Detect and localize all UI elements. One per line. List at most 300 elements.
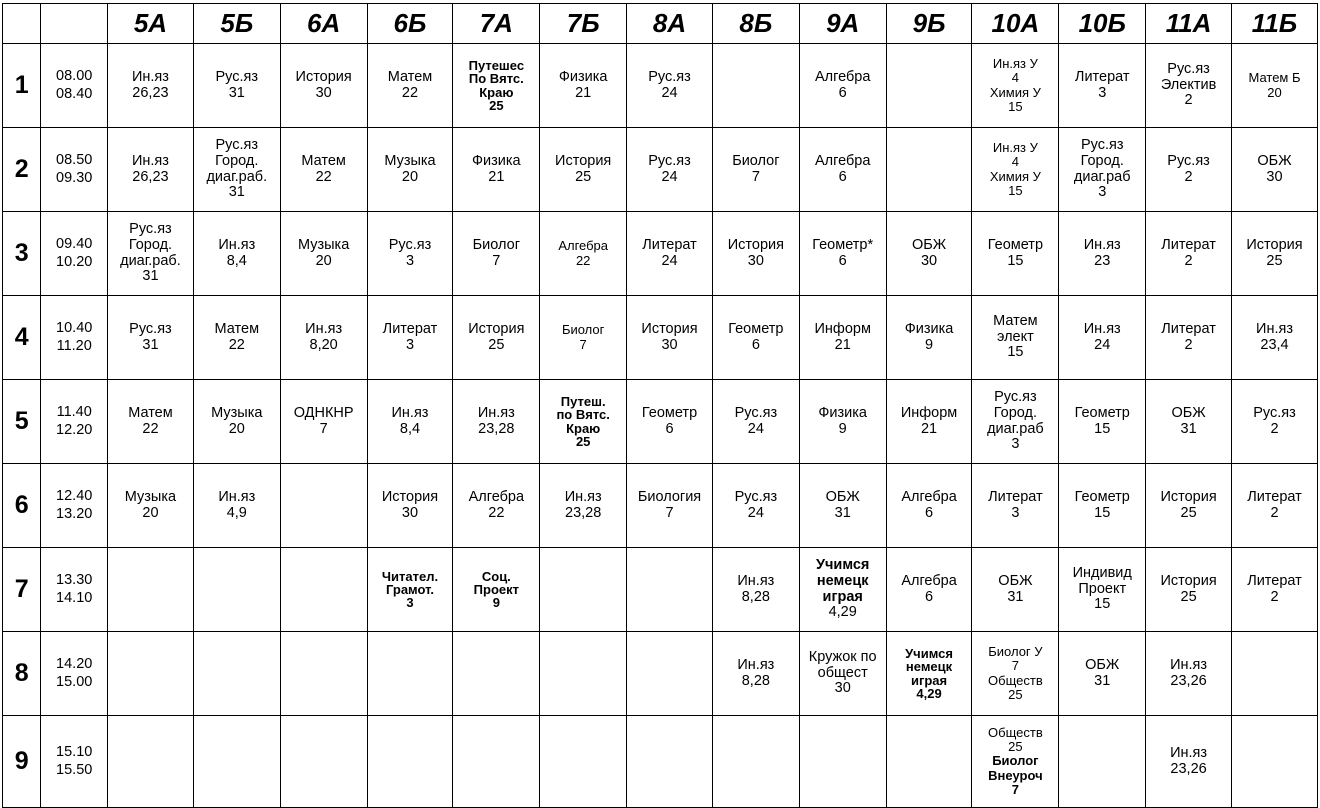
subject-text: Кружок по xyxy=(808,648,877,665)
cell-line-text: 24 xyxy=(747,420,764,437)
lesson-cell xyxy=(280,44,367,128)
subject-text: Литерат xyxy=(382,320,438,337)
lesson-cell xyxy=(367,464,453,548)
cell-line-text: 30 xyxy=(401,504,419,521)
cell-line-text: 7 xyxy=(319,420,328,437)
subject-text: Биолог xyxy=(472,236,520,253)
time-header-cell xyxy=(41,4,108,44)
cell-line-text: 23,26 xyxy=(1170,672,1207,689)
subject-text: Физика xyxy=(558,68,608,85)
lesson-row xyxy=(3,380,1318,464)
lesson-cell xyxy=(540,548,627,632)
cell-line-text: 30 xyxy=(315,84,332,101)
lesson-cell xyxy=(540,380,627,464)
subject-text: Путеш. xyxy=(560,394,606,409)
subject-text: История xyxy=(381,488,439,505)
cell-line-text: 7 xyxy=(665,504,674,521)
lesson-time xyxy=(41,380,108,464)
cell-line-text: элект xyxy=(997,328,1034,345)
subject-text: Алгебра xyxy=(814,152,871,169)
cell-line-text: 6 xyxy=(838,168,847,185)
lesson-cell xyxy=(1146,464,1232,548)
cell-line-text: 4,29 xyxy=(916,685,942,701)
lesson-cell xyxy=(108,632,194,716)
cell-line-text: 31 xyxy=(1180,420,1197,437)
lesson-cell xyxy=(453,44,540,128)
subject-text: ОБЖ xyxy=(1085,656,1120,673)
lesson-cell xyxy=(1232,128,1318,212)
lesson-row xyxy=(3,464,1318,548)
lesson-row xyxy=(3,548,1318,632)
subject-text: Геометр xyxy=(1074,488,1130,505)
subject-text: ОБЖ xyxy=(1171,404,1206,421)
cell-line-text: 24 xyxy=(661,84,678,101)
cell-line-text: диаг.раб. xyxy=(206,168,268,185)
lesson-cell xyxy=(799,464,886,548)
cell-line-text: 26,23 xyxy=(132,84,169,101)
lesson-cell xyxy=(972,548,1059,632)
lesson-cell xyxy=(193,464,280,548)
cell-line-text: играя xyxy=(910,672,948,688)
subject-text: Рус.яз xyxy=(648,68,691,85)
cell-line-text: 20 xyxy=(228,420,245,437)
cell-line-text: 31 xyxy=(142,336,159,353)
lesson-cell xyxy=(627,464,713,548)
subject-text: ОБЖ xyxy=(998,572,1033,589)
cell-line-text: 2 xyxy=(1270,504,1279,521)
lesson-cell xyxy=(886,44,972,128)
subject-text: Соц. xyxy=(481,568,511,584)
subject-text: Геометр* xyxy=(812,236,874,253)
lesson-cell xyxy=(886,380,972,464)
subject-text: Физика xyxy=(472,152,521,169)
cell-line-text: 30 xyxy=(834,680,851,697)
subject-text: Учимся xyxy=(815,556,870,573)
cell-line-text: 3 xyxy=(1098,184,1107,201)
subject-text: Ин.яз xyxy=(305,320,343,337)
cell-line-text: 23,4 xyxy=(1260,336,1289,353)
lesson-cell xyxy=(1232,464,1318,548)
lesson-cell xyxy=(1146,296,1232,380)
cell-line-text: 22 xyxy=(488,504,505,521)
lesson-cell xyxy=(367,296,453,380)
lesson-cell xyxy=(886,128,972,212)
cell-line-text: немецк xyxy=(816,572,869,589)
cell-line-text: 6 xyxy=(925,588,934,605)
lesson-cell xyxy=(193,632,280,716)
subject-text: Рус.яз xyxy=(1080,136,1124,153)
cell-line-text: 31 xyxy=(834,504,851,521)
lesson-cell xyxy=(193,296,280,380)
cell-line-text: 4 xyxy=(1011,70,1019,86)
lesson-cell xyxy=(1146,632,1232,716)
subject-text: Рус.яз xyxy=(1253,404,1296,421)
lesson-cell xyxy=(627,212,713,296)
end-time: 13.20 xyxy=(56,505,93,522)
subject-text: Матем xyxy=(301,152,346,169)
lesson-cell xyxy=(108,44,194,128)
lesson-cell xyxy=(886,212,972,296)
cell-line-text: 31 xyxy=(228,84,245,101)
end-time: 10.20 xyxy=(56,253,93,270)
lesson-cell xyxy=(367,548,453,632)
subject-text: Литерат xyxy=(988,488,1043,505)
schedule-table xyxy=(2,3,1318,808)
cell-line-text: 22 xyxy=(315,168,332,185)
lesson-cell xyxy=(1059,548,1146,632)
subject-text: Музыка xyxy=(124,488,177,505)
lesson-cell xyxy=(540,44,627,128)
lesson-cell xyxy=(627,128,713,212)
lesson-cell xyxy=(886,716,972,808)
lesson-cell xyxy=(540,632,627,716)
cell-line-text: 6 xyxy=(838,252,847,269)
start-time: 15.10 xyxy=(56,744,93,761)
lesson-row xyxy=(3,128,1318,212)
lesson-cell xyxy=(886,548,972,632)
cell-line-text: 24 xyxy=(1094,336,1111,353)
subject-text: Музыка xyxy=(384,152,436,169)
lesson-cell xyxy=(1232,632,1318,716)
subject-text: ОБЖ xyxy=(1257,152,1292,169)
end-time: 12.20 xyxy=(56,421,93,438)
subject-text: Геометр xyxy=(641,404,698,421)
start-time: 11.40 xyxy=(56,404,92,421)
end-time: 08.40 xyxy=(56,85,93,102)
lesson-cell xyxy=(453,296,540,380)
lesson-cell xyxy=(627,548,713,632)
cell-line-text: Обществ xyxy=(988,672,1043,688)
cell-line-text: 24 xyxy=(661,168,678,185)
cell-line-text: 6 xyxy=(925,504,934,521)
lesson-cell xyxy=(1146,128,1232,212)
cell-line-text: 4,29 xyxy=(828,604,857,621)
subject-text: Рус.яз xyxy=(129,320,172,337)
subject-text: Рус.яз xyxy=(734,488,778,505)
lesson-cell xyxy=(627,632,713,716)
cell-line-text: 15 xyxy=(1094,504,1111,521)
lesson-cell xyxy=(280,212,367,296)
lesson-cell xyxy=(799,632,886,716)
lesson-cell xyxy=(1059,632,1146,716)
subject-text: Ин.яз xyxy=(1170,656,1208,673)
start-time: 14.20 xyxy=(56,656,93,673)
lesson-cell xyxy=(280,632,367,716)
cell-line-text: по Вятс. xyxy=(556,407,610,423)
cell-line-text: Химия У xyxy=(989,84,1041,100)
cell-line-text: 23,28 xyxy=(478,420,515,437)
subject-text: Информ xyxy=(814,320,871,337)
cell-line-text: диаг.раб xyxy=(987,420,1044,437)
lesson-cell xyxy=(886,464,972,548)
subject-text: Геометр xyxy=(728,320,784,337)
lesson-cell xyxy=(712,548,799,632)
cell-line-text: 9 xyxy=(492,595,500,611)
subject-text: Матем xyxy=(128,404,173,421)
cell-line-text: 9 xyxy=(838,420,847,437)
cell-line-text: Проект xyxy=(1078,580,1127,597)
cell-line-text: 6 xyxy=(838,84,847,101)
cell-line-text: 6 xyxy=(665,420,674,437)
subject-text: Ин.яз xyxy=(737,572,775,589)
lesson-cell xyxy=(972,716,1059,808)
cell-line-text: 2 xyxy=(1184,252,1193,269)
subject-text: Биолог xyxy=(561,322,605,338)
lesson-cell xyxy=(367,44,453,128)
cell-line-text: Проект xyxy=(473,581,519,597)
cell-line-text: 2 xyxy=(1184,336,1193,353)
start-time: 13.30 xyxy=(56,572,93,589)
lesson-cell xyxy=(1232,212,1318,296)
cell-line-text: По Вятс. xyxy=(468,71,524,87)
cell-line-text: Внеуроч xyxy=(988,767,1043,783)
subject-text: ОБЖ xyxy=(825,488,860,505)
lesson-cell xyxy=(799,44,886,128)
subject-text: Индивид xyxy=(1072,564,1132,581)
cell-line-text: 25 xyxy=(1008,739,1023,755)
cell-line-text: Город. xyxy=(993,404,1038,421)
subject-text: Ин.яз xyxy=(131,152,169,169)
lesson-cell xyxy=(972,212,1059,296)
cell-line-text: 8,4 xyxy=(226,252,247,269)
cell-line-text: Электив xyxy=(1160,76,1217,93)
lesson-time xyxy=(41,128,108,212)
cell-line-text: 22 xyxy=(575,252,591,268)
lesson-cell xyxy=(108,212,194,296)
class-header: 9Б xyxy=(886,4,972,44)
lesson-cell xyxy=(108,548,194,632)
cell-line-text: 22 xyxy=(228,336,245,353)
lesson-cell xyxy=(540,716,627,808)
lesson-cell xyxy=(193,212,280,296)
lesson-cell xyxy=(627,716,713,808)
cell-line-text: 25 xyxy=(1008,686,1023,702)
class-header: 5А xyxy=(108,4,194,44)
lesson-cell xyxy=(1232,716,1318,808)
lesson-cell xyxy=(972,128,1059,212)
cell-line-text: 30 xyxy=(920,252,938,269)
cell-line-text: 3 xyxy=(405,252,415,269)
lesson-cell xyxy=(1059,44,1146,128)
subject-text: Физика xyxy=(818,404,867,421)
lesson-cell xyxy=(1059,212,1146,296)
cell-line-text: 2 xyxy=(1270,420,1279,437)
lesson-cell xyxy=(540,212,627,296)
cell-line-text: 22 xyxy=(142,420,159,437)
lesson-time xyxy=(41,716,108,808)
class-header: 6А xyxy=(280,4,367,44)
lesson-time xyxy=(41,212,108,296)
cell-line-text: 3 xyxy=(1098,84,1107,101)
class-header: 10А xyxy=(972,4,1059,44)
class-header: 9А xyxy=(799,4,886,44)
end-time: 09.30 xyxy=(56,169,93,186)
lesson-cell xyxy=(193,128,280,212)
subject-text: Ин.яз xyxy=(218,488,256,505)
subject-text: Учимся xyxy=(905,646,953,661)
cell-line-text: 25 xyxy=(488,336,505,353)
cell-line-text: Город. xyxy=(1080,152,1124,169)
cell-line-text: Город. xyxy=(215,152,259,169)
cell-line-text: Краю xyxy=(479,84,514,100)
lesson-number: 6 xyxy=(3,464,41,548)
cell-line-text: 21 xyxy=(834,336,851,353)
lesson-cell xyxy=(972,632,1059,716)
lesson-cell xyxy=(367,716,453,808)
class-header: 10Б xyxy=(1059,4,1146,44)
cell-line-text: 9 xyxy=(925,336,934,353)
lesson-cell xyxy=(886,296,972,380)
subject-text: Литерат xyxy=(642,236,697,253)
lesson-cell xyxy=(453,212,540,296)
lesson-cell xyxy=(367,380,453,464)
cell-line-text: 25 xyxy=(1180,588,1197,605)
lesson-cell xyxy=(799,716,886,808)
lesson-number: 7 xyxy=(3,548,41,632)
cell-line-text: 15 xyxy=(1007,344,1024,361)
lesson-number: 1 xyxy=(3,44,41,128)
start-time: 10.40 xyxy=(56,320,93,337)
cell-line-text: 25 xyxy=(489,97,504,113)
cell-line-text: 15 xyxy=(1094,596,1111,613)
class-header: 5Б xyxy=(193,4,280,44)
cell-line-text: 7 xyxy=(492,252,501,269)
subject-text: Рус.яз xyxy=(648,152,691,169)
subject-text: Литерат xyxy=(1161,236,1216,253)
lesson-cell xyxy=(799,212,886,296)
cell-line-text: 8,20 xyxy=(309,336,338,353)
subject-text: Геометр xyxy=(1074,404,1130,421)
subject-text: Рус.яз xyxy=(129,220,172,237)
header-row xyxy=(3,4,1318,44)
subject-text: Алгебра xyxy=(814,68,871,85)
cell-line-text: 30 xyxy=(1266,168,1283,185)
cell-line-text: 15 xyxy=(1008,182,1023,198)
lesson-time xyxy=(41,632,108,716)
subject-text: Ин.яз У xyxy=(992,55,1038,71)
cell-line-text: играя xyxy=(822,588,863,605)
lesson-cell xyxy=(799,128,886,212)
start-time: 08.00 xyxy=(56,68,93,85)
lesson-number: 4 xyxy=(3,296,41,380)
subject-text: Геометр xyxy=(987,236,1044,253)
cell-line-text: 15 xyxy=(1007,252,1024,269)
subject-text: История xyxy=(1246,236,1303,253)
subject-text: Алгебра xyxy=(901,572,957,589)
lesson-number: 2 xyxy=(3,128,41,212)
cell-line-text: 21 xyxy=(575,84,592,101)
cell-line-text: 3 xyxy=(1011,504,1020,521)
subject-text: История xyxy=(555,152,612,169)
subject-text: Литерат xyxy=(1247,572,1302,589)
lesson-number: 8 xyxy=(3,632,41,716)
cell-line-text: 20 xyxy=(142,504,159,521)
lesson-cell xyxy=(453,548,540,632)
subject-text: ОБЖ xyxy=(911,236,947,253)
cell-line-text: 23,28 xyxy=(565,504,602,521)
cell-line-text: немецк xyxy=(905,659,953,675)
cell-line-text: 15 xyxy=(1094,420,1111,437)
lesson-cell xyxy=(1232,44,1318,128)
subject-text: Ин.яз xyxy=(1083,320,1121,337)
lesson-cell xyxy=(712,128,799,212)
cell-line-text: Грамот. xyxy=(386,581,434,597)
lesson-cell xyxy=(1059,296,1146,380)
end-time: 11.20 xyxy=(56,337,92,354)
subject-text: Рус.яз xyxy=(388,236,432,253)
lesson-time xyxy=(41,44,108,128)
cell-line-text: 7 xyxy=(751,168,760,185)
subject-text: Рус.яз xyxy=(734,404,778,421)
lesson-cell xyxy=(453,632,540,716)
lesson-cell xyxy=(1232,380,1318,464)
subject-text: Ин.яз У xyxy=(992,139,1038,155)
subject-text: Матем xyxy=(387,68,433,85)
cell-line-text: 20 xyxy=(1267,84,1282,100)
lesson-cell xyxy=(108,128,194,212)
subject-text: Ин.яз xyxy=(1256,320,1293,337)
subject-text: История xyxy=(1160,488,1217,505)
subject-text: Матем xyxy=(993,312,1038,329)
cell-line-text: 31 xyxy=(142,268,159,285)
lesson-cell xyxy=(1146,212,1232,296)
subject-text: История xyxy=(295,68,352,85)
lesson-cell xyxy=(799,296,886,380)
subject-text: Рус.яз xyxy=(1167,60,1210,77)
cell-line-text: 7 xyxy=(1011,781,1019,797)
cell-line-text: 25 xyxy=(575,433,591,449)
subject-text: Литерат xyxy=(1074,68,1130,85)
lesson-cell xyxy=(193,716,280,808)
class-header: 8А xyxy=(627,4,713,44)
subject-text: Алгебра xyxy=(468,488,525,505)
subject-text: Ин.яз xyxy=(477,404,515,421)
lesson-row xyxy=(3,44,1318,128)
lesson-cell xyxy=(627,380,713,464)
lesson-cell xyxy=(1146,548,1232,632)
cell-line-text: 31 xyxy=(1007,588,1024,605)
cell-line-text: 7 xyxy=(579,336,587,352)
start-time: 09.40 xyxy=(56,236,93,253)
schedule-body xyxy=(3,44,1318,808)
subject-text: Рус.яз xyxy=(994,388,1037,405)
end-time: 14.10 xyxy=(56,589,93,606)
subject-text: Путешес xyxy=(468,58,525,73)
lesson-cell xyxy=(280,380,367,464)
subject-text: История xyxy=(1160,572,1217,589)
lesson-time xyxy=(41,296,108,380)
cell-line-text: 4,9 xyxy=(226,504,247,521)
subject-text: Рус.яз xyxy=(1167,152,1210,169)
cell-line-text: 31 xyxy=(1094,672,1111,689)
lesson-row xyxy=(3,296,1318,380)
subject-text: Ин.яз xyxy=(1083,236,1121,253)
lesson-row xyxy=(3,632,1318,716)
end-time: 15.50 xyxy=(56,761,93,778)
lesson-cell xyxy=(627,296,713,380)
cell-line-text: диаг.раб xyxy=(1073,168,1131,185)
subject-text: Физика xyxy=(904,320,954,337)
cell-line-text: 21 xyxy=(488,168,505,185)
lesson-number: 3 xyxy=(3,212,41,296)
lesson-row xyxy=(3,212,1318,296)
lesson-cell xyxy=(712,632,799,716)
end-time: 15.00 xyxy=(56,673,93,690)
cell-line-text: 4 xyxy=(1011,154,1019,170)
subject-text: Биология xyxy=(637,488,702,505)
corner-cell xyxy=(3,4,41,44)
cell-line-text: общест xyxy=(817,664,868,681)
